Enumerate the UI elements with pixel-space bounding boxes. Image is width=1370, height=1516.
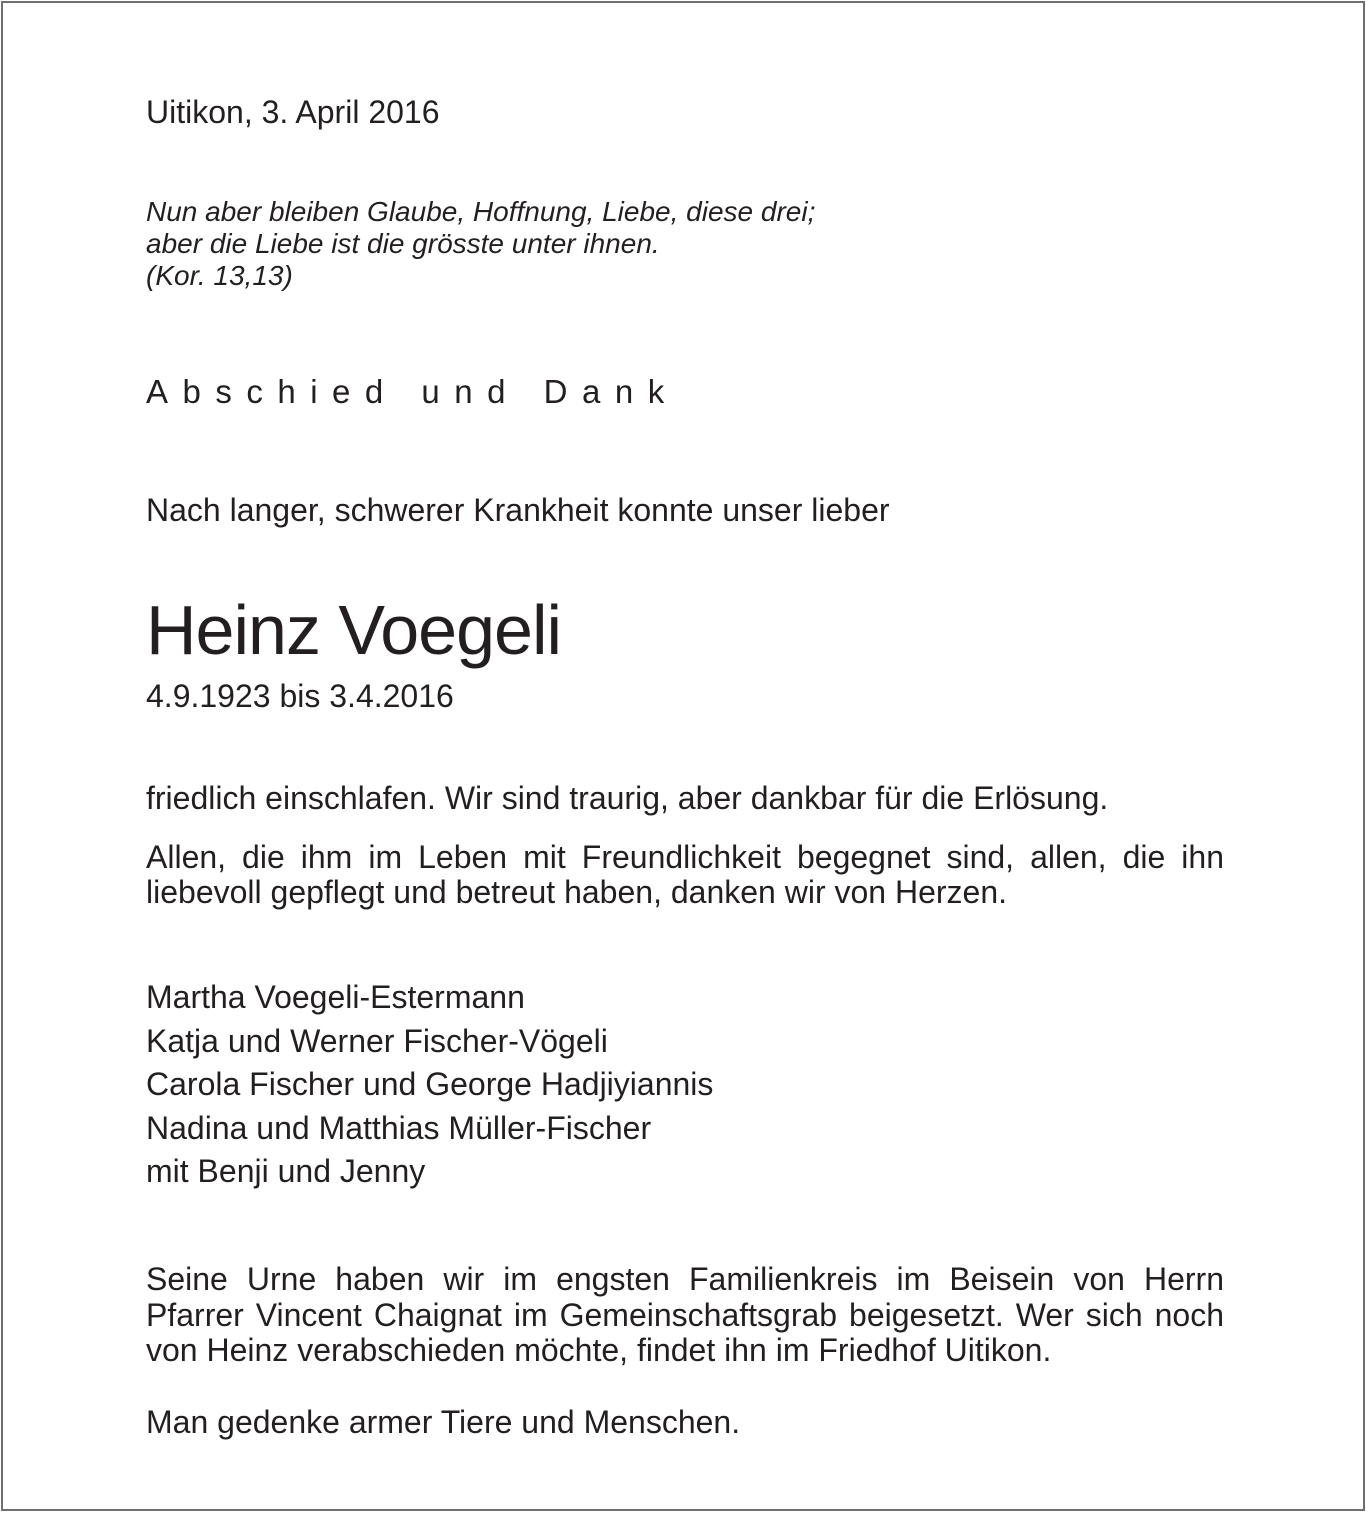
paragraph-burial: Seine Urne haben wir im engsten Familienkreis im Beisein von Herrn Pfarrer Vincent Chaignat im Gemeinschaftsgrab beigesetzt. Wer sich noch von Heinz verabschieden möchte, findet ihn im Friedhof Uitikon. bbox=[146, 1261, 1224, 1368]
mourner-name: Nadina und Matthias Müller-Fischer bbox=[146, 1109, 652, 1146]
verse-line-1: Nun aber bleiben Glaube, Hoffnung, Liebe, diese drei; bbox=[146, 196, 816, 227]
mourner-name: Martha Voegeli-Estermann bbox=[146, 979, 525, 1015]
mourner-name: Katja und Werner Fischer-Vögeli bbox=[146, 1022, 608, 1059]
mourner-name: mit Benji und Jenny bbox=[146, 1153, 426, 1189]
verse-line-2: aber die Liebe ist die grösste unter ihnen. bbox=[146, 228, 660, 259]
notice-heading: Abschied und Dank bbox=[146, 373, 679, 410]
life-dates: 4.9.1923 bis 3.4.2016 bbox=[146, 678, 454, 714]
deceased-name: Heinz Voegeli bbox=[146, 591, 562, 669]
mourner-name: Carola Fischer und George Hadjiyiannis bbox=[146, 1066, 714, 1102]
place-date: Uitikon, 3. April 2016 bbox=[146, 94, 440, 130]
mourners-list bbox=[146, 976, 713, 1194]
paragraph-passing: friedlich einschlafen. Wir sind traurig, aber dankbar für die Erlösung. bbox=[146, 780, 1109, 816]
paragraph-thanks: Allen, die ihm im Leben mit Freundlichkeit begegnet sind, allen, die ihn liebevoll gepflegt und betreut haben, danken wir von Herzen. bbox=[146, 839, 1224, 910]
closing-line: Man gedenke armer Tiere und Menschen. bbox=[146, 1404, 741, 1440]
intro-text: Nach langer, schwerer Krankheit konnte unser lieber bbox=[146, 492, 890, 528]
bible-verse bbox=[146, 196, 815, 292]
verse-reference: (Kor. 13,13) bbox=[146, 260, 293, 291]
